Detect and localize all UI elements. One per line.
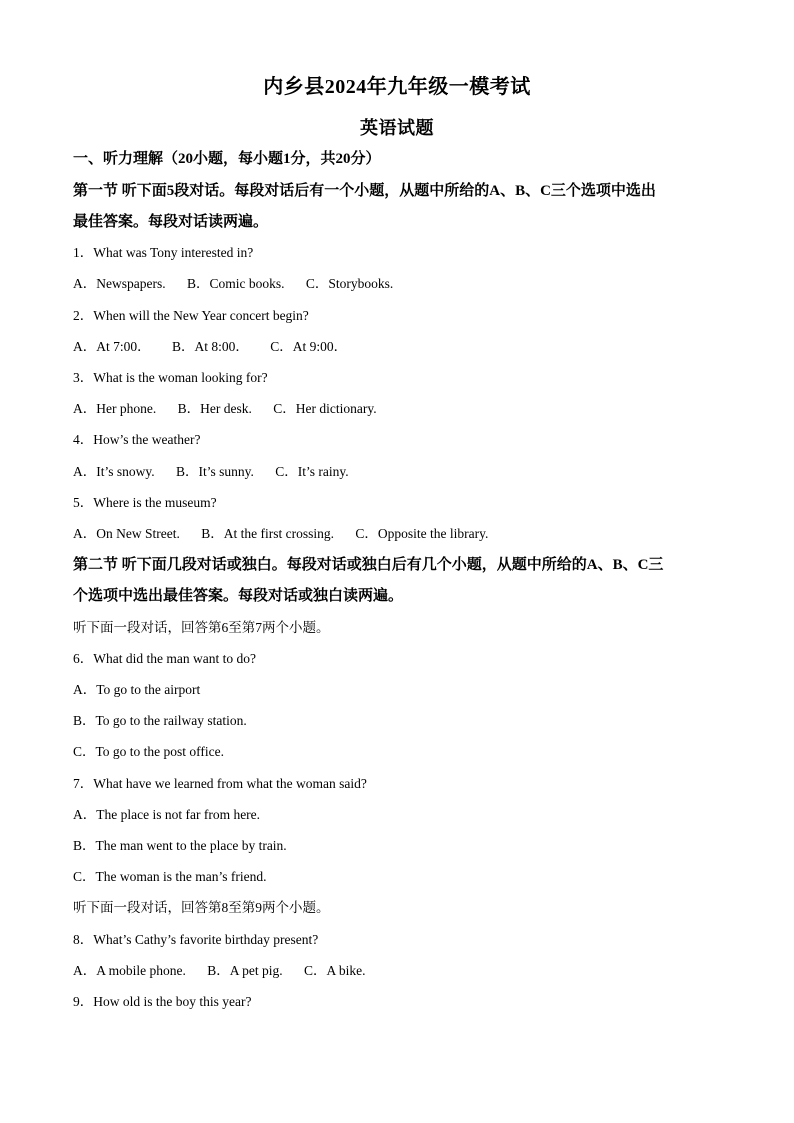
question-1-options [73,274,723,294]
question-7-option-a: A．The place is not far from here. [73,807,261,822]
question-3: 3．What is the woman looking for? [73,370,268,385]
option-b: B．At the first crossing. [201,526,334,541]
option-a: A．Her phone. [73,401,157,416]
option-a: A．A mobile phone. [73,963,186,978]
question-7-option-b: B．The man went to the place by train. [73,838,287,853]
question-6-option-c: C．To go to the post office. [73,744,225,759]
option-c: C．Storybooks. [305,276,394,291]
question-4-options [73,462,723,482]
question-5-options [73,524,723,544]
option-b: B．Comic books. [186,276,285,291]
question-2-options [73,337,723,357]
section2-instruction-line2: 个选项中选出最佳答案。每段对话或独白读两遍。 [73,588,404,604]
section1-instruction-line2: 最佳答案。每段对话读两遍。 [73,214,269,230]
option-c: C．Opposite the library. [355,526,489,541]
question-9: 9．How old is the boy this year? [73,994,252,1009]
option-a: A．It’s snowy. [73,464,155,479]
part-heading: 一、听力理解（20小题，每小题1分，共20分） [73,151,381,167]
question-6-option-b: B．To go to the railway station. [73,713,247,728]
question-2: 2．When will the New Year concert begin? [73,308,309,323]
question-8-options [73,961,723,981]
option-b: B．Her desk. [177,401,252,416]
question-4: 4．How’s the weather? [73,432,201,447]
question-7-option-c: C．The woman is the man’s friend. [73,869,267,884]
exam-title: 内乡县2024年九年级一模考试 [263,76,531,98]
question-1: 1．What was Tony interested in? [73,245,254,260]
dialog-intro-1: 听下面一段对话，回答第6至第7两个小题。 [73,620,330,635]
option-a: A．Newspapers. [73,276,166,291]
question-6-option-a: A．To go to the airport [73,682,201,697]
question-6: 6．What did the man want to do? [73,651,256,666]
question-7: 7．What have we learned from what the woman said? [73,776,367,791]
section1-instruction-line1: 第一节 听下面5段对话。每段对话后有一个小题，从题中所给的A、B、C三个选项中选出 [73,183,656,199]
option-c: C．A bike. [304,963,366,978]
option-b: B．It’s sunny. [176,464,254,479]
option-c: C．At 9:00． [270,339,348,354]
option-b: B．At 8:00． [172,339,249,354]
question-3-options [73,399,723,419]
question-8: 8．What’s Cathy’s favorite birthday present? [73,932,319,947]
question-5: 5．Where is the museum? [73,495,217,510]
option-a: A．At 7:00． [73,339,151,354]
section2-instruction-line1: 第二节 听下面几段对话或独白。每段对话或独白后有几个小题，从题中所给的A、B、C三 [73,557,664,573]
option-c: C．Her dictionary. [273,401,377,416]
option-b: B．A pet pig. [207,963,283,978]
option-a: A．On New Street. [73,526,180,541]
exam-subtitle: 英语试题 [360,118,434,138]
dialog-intro-2: 听下面一段对话，回答第8至第9两个小题。 [73,900,330,915]
option-c: C．It’s rainy. [275,464,349,479]
